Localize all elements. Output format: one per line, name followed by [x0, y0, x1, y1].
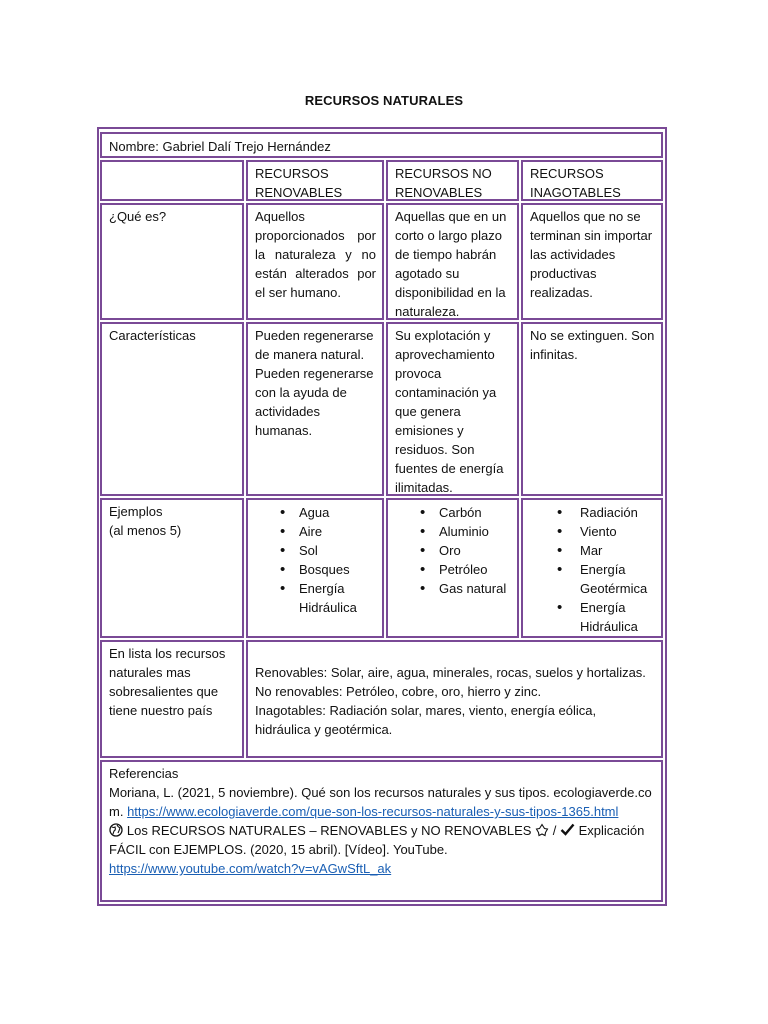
- caracteristicas-label: Características: [109, 328, 196, 343]
- header-renovables: [246, 160, 384, 201]
- header-no-renovables-label: RECURSOS NO RENOVABLES: [395, 166, 492, 200]
- caracteristicas-renovables: [246, 322, 384, 496]
- reference-1-link[interactable]: https://www.ecologiaverde.com/que-son-los-recursos-naturales-y-sus-tipos-1365.html: [127, 804, 619, 819]
- caracteristicas-no-renovables: [386, 322, 519, 496]
- que-es-no-renovables: [386, 203, 519, 320]
- que-es-renovables: [246, 203, 384, 320]
- list-item: • Bosques: [255, 560, 376, 579]
- ejemplos-label-cell: [100, 498, 244, 638]
- lista-no-renovables: No renovables: Petróleo, cobre, oro, hierro y zinc.: [255, 684, 542, 699]
- que-es-no-renovables-text: Aquellas que en un corto o largo plazo de tiempo habrán agotado su disponibilidad en la naturaleza.: [395, 209, 507, 319]
- referencias-cell: [100, 760, 663, 902]
- list-item: • Energía Geotérmica: [530, 560, 655, 598]
- list-item: • Agua: [255, 503, 376, 522]
- reference-2-title: Los RECURSOS NATURALES – RENOVABLES y NO RENOVABLES: [126, 823, 532, 838]
- que-es-inagotables-text: Aquellos que no se terminan sin importar las actividades productivas realizadas.: [530, 209, 653, 300]
- recycle-icon: [535, 823, 553, 838]
- list-item: • Aire: [255, 522, 376, 541]
- list-item: • Radiación: [530, 503, 655, 522]
- check-icon: [560, 823, 579, 838]
- ejemplos-sublabel: (al menos 5): [109, 523, 182, 538]
- student-name: Nombre: Gabriel Dalí Trejo Hernández: [109, 139, 331, 154]
- list-item: • Oro: [395, 541, 511, 560]
- lista-renovables: Renovables: Solar, aire, agua, minerales, rocas, suelos y hortalizas.: [255, 665, 646, 680]
- ejemplos-renovables: [246, 498, 384, 638]
- reference-1-text: Moriana, L. (2021, 5 noviembre). Qué son los recursos naturales y sus tipos. ecologiaverde.com.: [109, 785, 652, 819]
- header-inagotables-label: RECURSOS INAGOTABLES: [530, 166, 621, 200]
- lista-content: [246, 640, 663, 758]
- caracteristicas-inagotables: [521, 322, 663, 496]
- ejemplos-inagotables: [521, 498, 663, 638]
- list-item: • Carbón: [395, 503, 511, 522]
- que-es-renovables-text: Aquellos proporcionados por la naturaleza y no están alterados por el ser humano.: [255, 209, 376, 300]
- header-empty-cell: [100, 160, 244, 201]
- list-item: • Energía Hidráulica: [255, 579, 376, 617]
- list-item: • Sol: [255, 541, 376, 560]
- globe-icon: [109, 822, 127, 838]
- lista-inagotables: Inagotables: Radiación solar, mares, viento, energía eólica, hidráulica y geotérmica.: [255, 703, 597, 737]
- list-item: • Petróleo: [395, 560, 511, 579]
- ejemplos-label: Ejemplos: [109, 504, 163, 519]
- caracteristicas-label-cell: [100, 322, 244, 496]
- document-title: RECURSOS NATURALES: [304, 93, 464, 108]
- header-renovables-label: RECURSOS RENOVABLES: [255, 166, 343, 200]
- caracteristicas-renovables-text: Pueden regenerarse de manera natural. Pueden regenerarse con la ayuda de actividades humanas.: [255, 328, 374, 438]
- referencias-heading: Referencias: [109, 766, 179, 781]
- lista-label: En lista los recursos naturales mas sobresalientes que tiene nuestro país: [109, 646, 226, 718]
- que-es-inagotables: [521, 203, 663, 320]
- list-item: • Aluminio: [395, 522, 511, 541]
- header-no-renovables: [386, 160, 519, 201]
- list-item: • Energía Hidráulica: [530, 598, 655, 636]
- que-es-label-cell: [100, 203, 244, 320]
- ejemplos-no-renovables: [386, 498, 519, 638]
- list-item: • Gas natural: [395, 579, 511, 598]
- reference-2-link[interactable]: https://www.youtube.com/watch?v=vAGwSftL_ak: [109, 861, 392, 876]
- reference-2-text: Explicación FÁCIL con EJEMPLOS. (2020, 15 abril). [Vídeo]. YouTube.: [109, 823, 645, 857]
- caracteristicas-no-renovables-text: Su explotación y aprovechamiento provoca contaminación ya que genera emisiones y residuos. Son fuentes de energía ilimitadas.: [395, 328, 504, 495]
- que-es-label: ¿Qué es?: [109, 209, 167, 224]
- reference-2-separator: /: [552, 823, 557, 838]
- name-cell: [100, 132, 663, 158]
- header-inagotables: [521, 160, 663, 201]
- caracteristicas-inagotables-text: No se extinguen. Son infinitas.: [530, 328, 655, 362]
- list-item: • Viento: [530, 522, 655, 541]
- list-item: • Mar: [530, 541, 655, 560]
- lista-label-cell: [100, 640, 244, 758]
